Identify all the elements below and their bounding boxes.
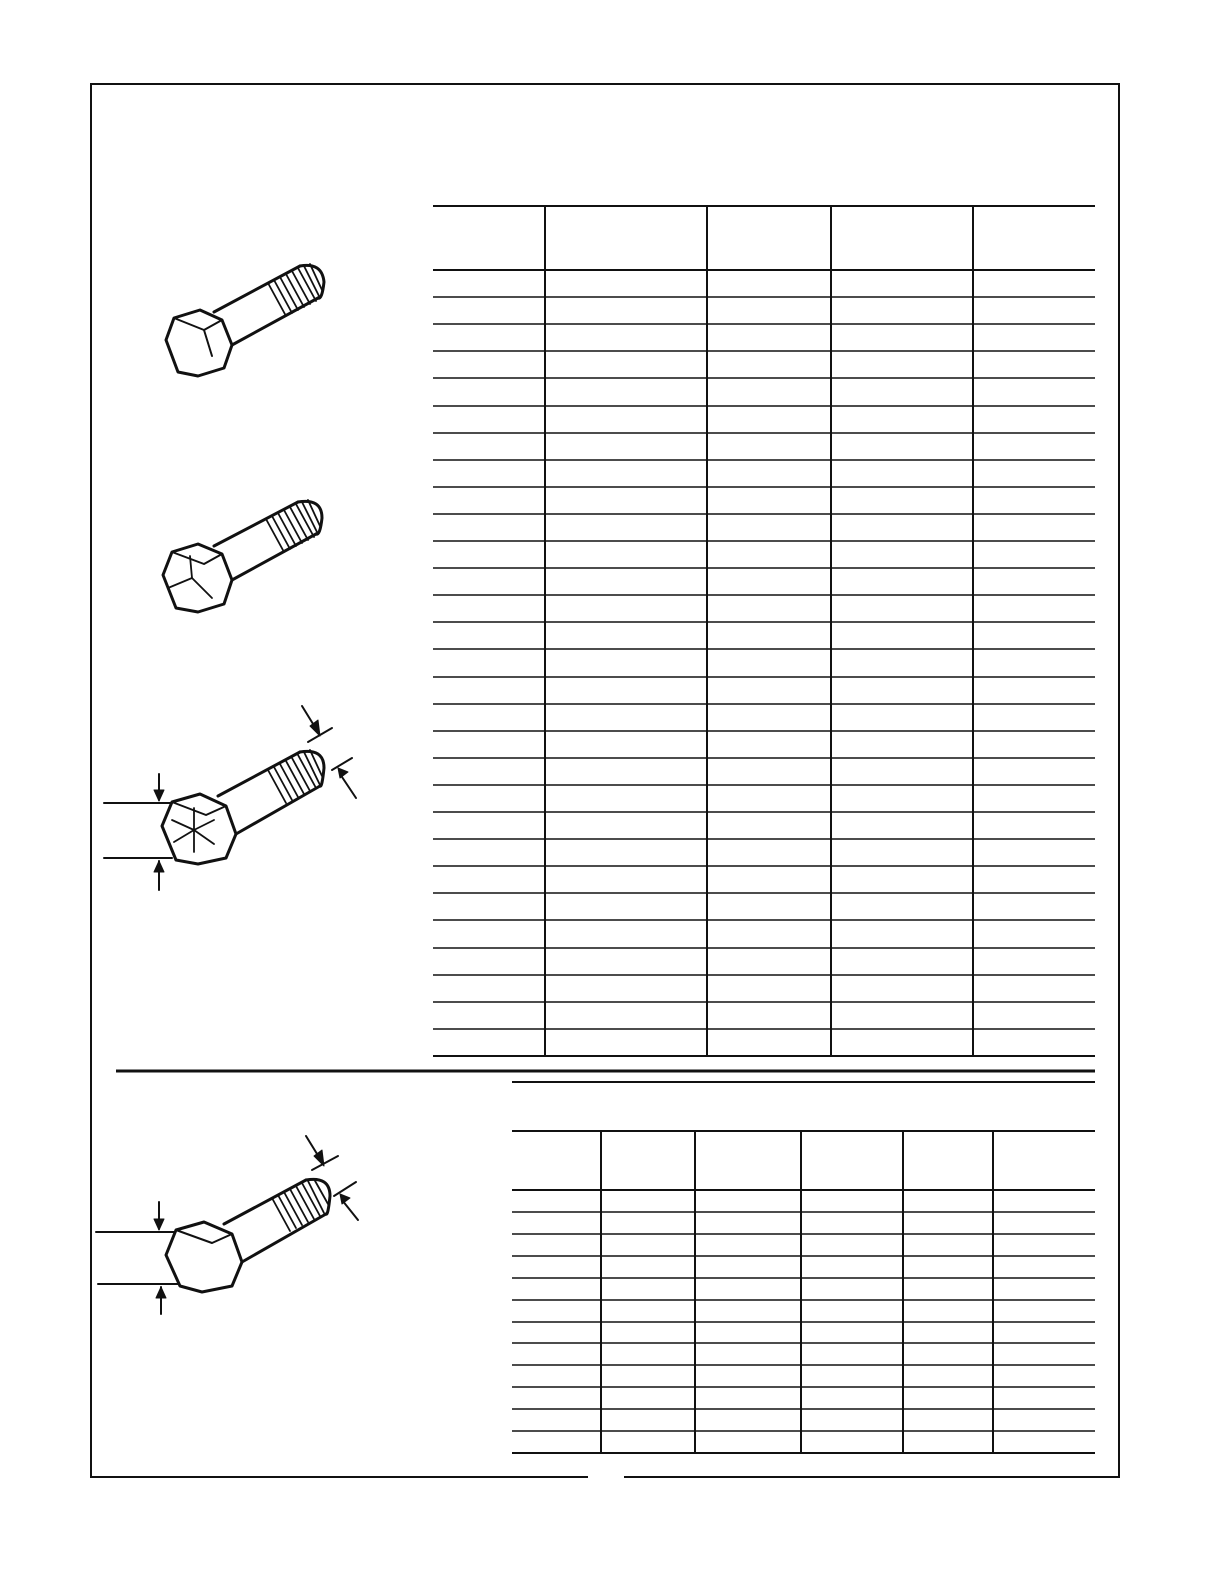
lower-torque-table: [512, 1082, 1095, 1453]
page-number: [588, 1466, 624, 1486]
metric-bolt-figure: [96, 1136, 358, 1314]
grade-8-bolt-figure: [104, 706, 356, 890]
lower-table-rows: [512, 1212, 1095, 1431]
dimension-arrows: [104, 706, 356, 890]
upper-torque-table: [433, 206, 1095, 1056]
thread-marks: [268, 750, 322, 803]
thread-marks: [272, 1179, 328, 1231]
thread-marks: [266, 500, 320, 552]
upper-table-rows: [433, 297, 1095, 1029]
thread-marks: [268, 264, 322, 316]
grade-2-bolt-figure: [166, 264, 324, 376]
grade-5-bolt-figure: [163, 500, 322, 612]
